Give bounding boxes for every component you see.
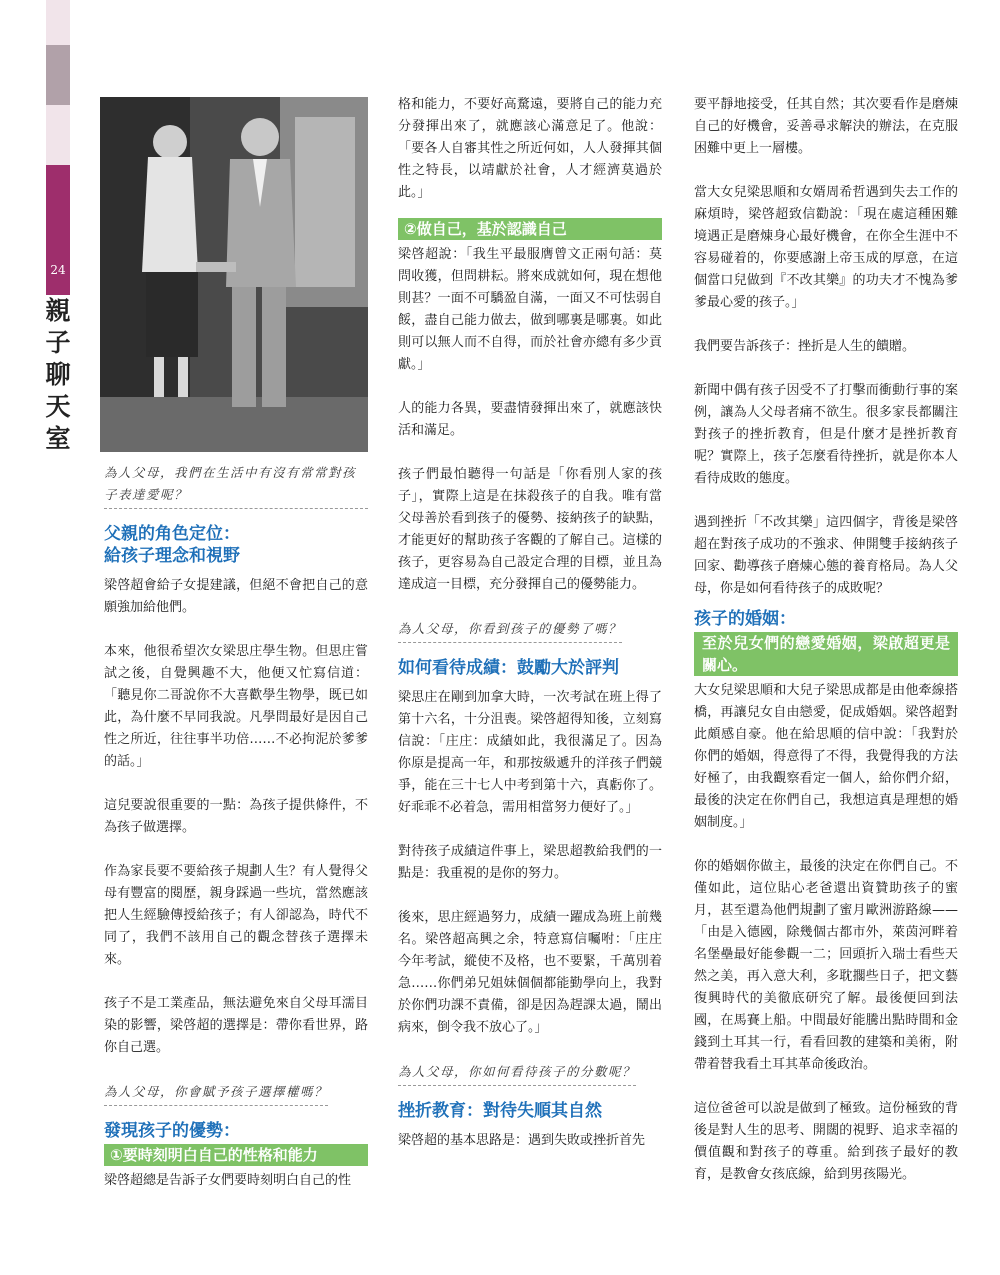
subheading-bar: ①要時刻明白自己的性格和能力 [104,1144,368,1166]
paragraph: 遇到挫折「不改其樂」這四個字，背後是梁啓超在對孩子成功的不強求、伸開雙手接納孩子回家、勸導孩子磨煉心態的養育格局。為人父母，你是如何看待孩子的成敗呢？ [694,515,958,596]
question-line: 為人父母，我們在生活中有沒有常常對孩子表達愛呢？ [104,462,368,509]
heading: 發現孩子的優勢： [104,1121,240,1141]
paragraph: 孩子們最怕聽得一句話是「你看別人家的孩子」，實際上這是在抹殺孩子的自我。唯有當父母善於看到孩子的優勢、接納孩子的缺點，才能更好的幫助孩子客觀的了解自己。這樣的孩子，更容易為自己設定合理的目標，並且為達成這一目標，充分發揮自己的優勢能力。 [398,467,662,592]
paragraph: 對待孩子成績這件事上，梁思超教給我們的一點是：我重視的是你的努力。 [398,844,662,881]
paragraph: 後來，思庄經過努力，成績一躍成為班上前幾名。梁啓超高興之余，特意寫信囑咐：「庄庄今年考試，縱使不及格，也不要緊，千萬別着急……你們弟兄姐妹個個都能勤學向上，我對於你們功課不責備，卻是因為趕課太過，鬧出病來，倒令我不放心了。」 [398,910,662,1035]
paragraph: 人的能力各異，要盡情發揮出來了，就應該快活和滿足。 [398,401,662,438]
photo-illustration [100,97,368,452]
paragraph: 你的婚姻你做主，最後的決定在你們自己。不僅如此，這位貼心老爸還出資贊助孩子的蜜月，甚至還為他們規劃了蜜月歐洲游路線——「由是入德國，除幾個古都市外，萊茵河畔着名堡壘最好能參觀一二；回頭折入瑞士看些天然之美，再入意大利，多耽擱些日子，把文藝復興時代的美徹底研究了解。最後便回到法國，在馬賽上船。中間最好能騰出點時間和金錢到土耳其一行，看看回教的建築和美術，附帶着替我看土耳其革命後政治。 [694,859,958,1072]
question-line: 為人父母，你如何看待孩子的分數呢？ [398,1061,636,1086]
strip-block-light [46,0,70,45]
heading-line: 父親的角色定位： [104,524,240,544]
paragraph: 當大女兒梁思順和女婿周希哲遇到失去工作的麻煩時，梁啓超致信勸說：「現在處這種困難境遇正是磨煉身心最好機會，在你全生涯中不容易碰着的，你要感謝上帝玉成的厚意，在這個當口兒做到『不改其樂』的功夫才不愧為爹爹最心愛的孩子。」 [694,185,958,310]
paragraph: 新聞中偶有孩子因受不了打擊而衝動行事的案例，讓為人父母者痛不欲生。很多家長都關注對孩子的挫折教育，但是什麼才是挫折教育呢？實際上，孩子怎麼看待挫折，就是你本人看待成敗的態度。 [694,383,958,486]
paragraph: 梁啓超會給子女提建議，但絕不會把自己的意願強加給他們。 [104,578,368,615]
question-line: 為人父母，你看到孩子的優勢了嗎？ [398,618,622,643]
column-3 [694,94,958,1190]
heading [104,523,368,567]
column-1 [104,462,368,1196]
historical-photo [100,97,368,452]
paragraph: 我們要告訴孩子：挫折是人生的饋贈。 [694,339,916,354]
column-2 [398,94,662,1156]
question-line: 為人父母，你會賦予孩子選擇權嗎？ [104,1081,328,1106]
heading-line: 給孩子理念和視野 [104,546,240,566]
strip-block-gray [46,45,70,105]
heading: 孩子的婚姻： [694,609,796,629]
paragraph: 這位爸爸可以說是做到了極致。這份極致的背後是對人生的思考、開闊的視野、追求幸福的價值觀和對孩子的尊重。給到孩子最好的教育，是教會女孩底線，給到男孩陽光。 [694,1101,958,1182]
paragraph: 作為家長要不要給孩子規劃人生？有人覺得父母有豐富的閱歷，親身踩過一些坑，當然應該把人生經驗傳授給孩子；有人卻認為，時代不同了，我們不該用自己的觀念替孩子選擇未來。 [104,864,368,967]
paragraph: 梁思庄在剛到加拿大時，一次考試在班上得了第十六名，十分沮喪。梁啓超得知後，立刻寫信說：「庄庄：成績如此，我很滿足了。因為你原是提高一年，和那按級遞升的洋孩子們競爭，能在三十七人中考到第十六，真虧你了。好乖乖不必着急，需用相當努力便好了。」 [398,690,662,815]
strip-block-light [46,105,70,165]
heading: 挫折教育：對待失順其自然 [398,1101,602,1121]
paragraph: 本來，他很希望次女梁思庄學生物。但思庄嘗試之後，自覺興趣不大，他便又忙寫信道：「聽見你二哥說你不大喜歡學生物學，既已如此，為什麼不早同我說。凡學問最好是因自己性之所近，往往事半功倍……不必拘泥於爹爹的話。」 [104,644,368,769]
heading: 如何看待成績：鼓勵大於評判 [398,658,619,678]
paragraph: 格和能力，不要好高騖遠，要將自己的能力充分發揮出來了，就應該心滿意足了。他說：「要各人自審其性之所近何如，人人發揮其個性之特長，以靖獻於社會，人才經濟莫過於此。」 [398,97,662,200]
paragraph: 梁啓超的基本思路是：遇到失敗或挫折首先 [398,1133,646,1148]
subheading-bar: ②做自己，基於認識自己 [398,218,662,240]
paragraph: 孩子不是工業產品，無法避免來自父母耳濡目染的影響，梁啓超的選擇是：帶你看世界，路你自己選。 [104,996,368,1055]
paragraph: 大女兒梁思順和大兒子梁思成都是由他牽線搭橋，再讓兒女自由戀愛，促成婚姻。梁啓超對此頗感自豪。他在給思順的信中說：「我對於你們的婚姻，得意得了不得，我覺得我的方法好極了，由我觀察看定一個人，給你們介紹，最後的決定在你們自己，我想這真是理想的婚姻制度。」 [694,683,958,830]
paragraph: 這兒要說很重要的一點：為孩子提供條件，不為孩子做選擇。 [104,798,368,835]
paragraph: 梁啓超總是告訴子女們要時刻明白自己的性 [104,1173,352,1188]
paragraph: 梁啓超說：「我生平最服膺曾文正兩句話：莫問收獲，但問耕耘。將來成就如何，現在想他則甚？一面不可驕盈自滿，一面又不可怯弱自餒，盡自己能力做去，做到哪裏是哪裏。如此則可以無人而不自得，而於社會亦總有多少貢獻。」 [398,247,662,372]
page-number: 24 [50,263,66,277]
subheading-bar: 至於兒女們的戀愛婚姻，梁啟超更是關心。 [694,632,958,676]
section-title: 親子聊天室 [45,296,71,453]
paragraph: 要平靜地接受，任其自然；其次要看作是磨煉自己的好機會，妥善尋求解決的辦法，在克服困難中更上一層樓。 [694,97,958,156]
